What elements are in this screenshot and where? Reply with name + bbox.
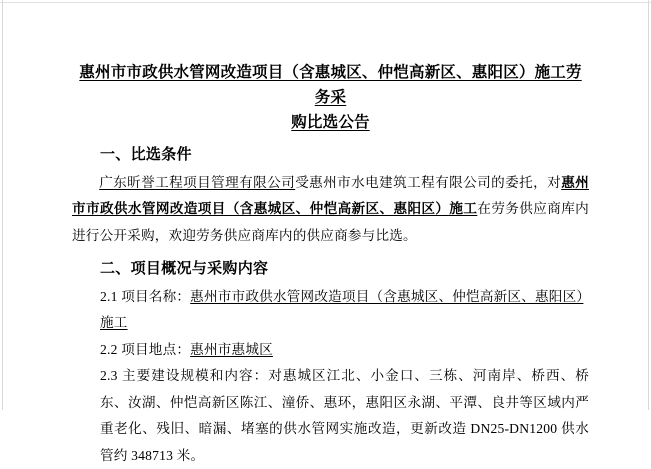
item-project-scope-value: 对惠城区江北、小金口、三栋、河南岸、桥西、桥东、汝湖、仲恺高新区陈江、潼侨、惠环，惠阳区永湖、平潭、良井等区域内严重老化、残旧、暗漏、堵塞的供水管网实施改造，更新改造 DN25-DN1200 供水管约 348713 米。 bbox=[100, 368, 589, 463]
page-edge-left bbox=[2, 0, 3, 410]
item-project-location-label: 2.2 项目地点： bbox=[100, 341, 191, 357]
section-1-text-a: 受惠州市水电建筑工程有限公司的委托，对 bbox=[295, 174, 562, 190]
item-project-name-value: 惠州市市政供水管网改造项目（含惠城区、仲恺高新区、惠阳区）施工 bbox=[100, 288, 584, 331]
item-project-scope-label: 2.3 主要建设规模和内容： bbox=[100, 368, 269, 384]
item-project-location-value: 惠州市惠城区 bbox=[190, 341, 273, 357]
page-edge-right bbox=[648, 0, 649, 410]
section-1-paragraph bbox=[72, 170, 589, 250]
bidding-agency-name: 广东昕誉工程项目管理有限公司 bbox=[99, 174, 296, 190]
document-body bbox=[72, 60, 589, 469]
section-1-text-b: 在劳务供应商库内进行公开采购，欢迎劳务供应商库内的供应商参与比选。 bbox=[72, 201, 589, 243]
project-name-inline: 惠州市市政供水管网改造项目（含惠城区、仲恺高新区、惠阳区）施工 bbox=[72, 174, 589, 217]
item-project-name-label: 2.1 项目名称： bbox=[100, 288, 191, 304]
title-line-1: 惠州市市政供水管网改造项目（含惠城区、仲恺高新区、惠阳区）施工劳务采 bbox=[79, 64, 582, 107]
page-title bbox=[72, 60, 589, 135]
title-line-2: 购比选公告 bbox=[291, 114, 370, 132]
item-project-scope bbox=[72, 363, 589, 469]
section-heading-2: 二、项目概况与采购内容 bbox=[100, 261, 269, 278]
section-heading-1: 一、比选条件 bbox=[100, 147, 192, 164]
item-project-name bbox=[72, 284, 589, 337]
item-project-location bbox=[72, 337, 589, 364]
page-edge-top bbox=[0, 2, 651, 3]
